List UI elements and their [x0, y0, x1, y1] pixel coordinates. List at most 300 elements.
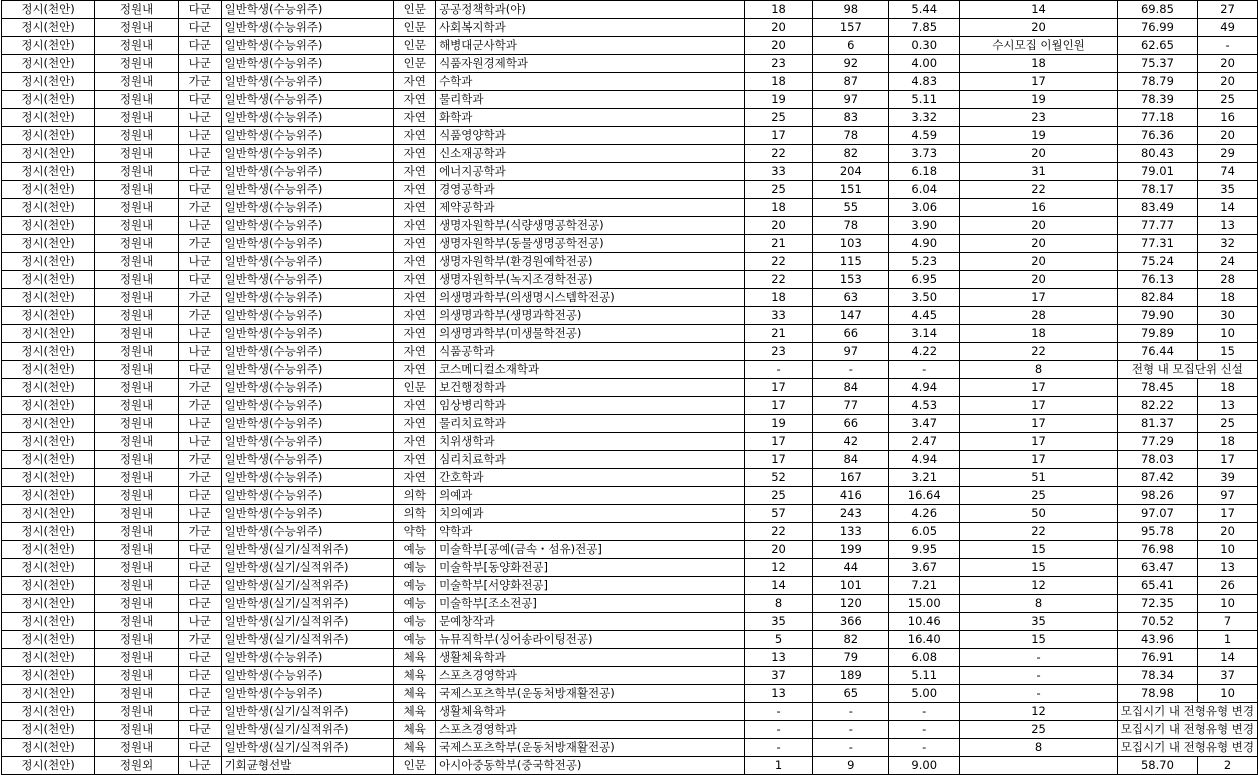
cell-recruit-period: 정시(천안)	[2, 235, 95, 253]
cell-final-quota: 25	[960, 487, 1117, 505]
cell-additional: 29	[1198, 145, 1258, 163]
cell-score: 76.99	[1117, 19, 1197, 37]
cell-group: 가군	[178, 289, 221, 307]
cell-track: 체육	[394, 685, 436, 703]
cell-recruit-period: 정시(천안)	[2, 595, 95, 613]
cell-admission-type: 기회균형선발	[221, 757, 394, 775]
cell-competition-rate: 4.59	[889, 127, 960, 145]
cell-applicants: 77	[813, 397, 889, 415]
cell-recruit-period: 정시(천안)	[2, 757, 95, 775]
cell-quota: 17	[744, 379, 813, 397]
cell-score: 79.89	[1117, 325, 1197, 343]
cell-admission-type: 일반학생(수능위주)	[221, 685, 394, 703]
table-body	[2, 1, 1258, 775]
cell-quota: 5	[744, 631, 813, 649]
cell-additional: 18	[1198, 433, 1258, 451]
cell-competition-rate: 6.18	[889, 163, 960, 181]
cell-recruit-period: 정시(천안)	[2, 649, 95, 667]
cell-competition-rate: -	[889, 739, 960, 757]
cell-competition-rate: 3.32	[889, 109, 960, 127]
cell-quota-type: 정원내	[95, 667, 179, 685]
cell-applicants: 55	[813, 199, 889, 217]
cell-competition-rate: 7.85	[889, 19, 960, 37]
cell-department: 수학과	[436, 73, 745, 91]
cell-competition-rate: 5.11	[889, 91, 960, 109]
cell-recruit-period: 정시(천안)	[2, 127, 95, 145]
cell-competition-rate: 4.26	[889, 505, 960, 523]
cell-applicants: 366	[813, 613, 889, 631]
cell-applicants: 84	[813, 451, 889, 469]
cell-quota-type: 정원내	[95, 55, 179, 73]
table-row	[2, 577, 1258, 595]
cell-department: 스포츠경영학과	[436, 667, 745, 685]
cell-department: 미술학부[동양화전공]	[436, 559, 745, 577]
cell-admission-type: 일반학생(수능위주)	[221, 271, 394, 289]
cell-quota: 25	[744, 487, 813, 505]
cell-track: 자연	[394, 325, 436, 343]
cell-final-quota: 20	[960, 217, 1117, 235]
cell-track: 자연	[394, 163, 436, 181]
cell-quota-type: 정원내	[95, 631, 179, 649]
cell-quota: 17	[744, 451, 813, 469]
cell-track: 예능	[394, 541, 436, 559]
cell-group: 다군	[178, 739, 221, 757]
cell-additional: 16	[1198, 109, 1258, 127]
cell-applicants: 115	[813, 253, 889, 271]
cell-admission-type: 일반학생(수능위주)	[221, 397, 394, 415]
cell-department: 화학과	[436, 109, 745, 127]
cell-quota: 17	[744, 127, 813, 145]
cell-applicants: 9	[813, 757, 889, 775]
cell-quota: -	[744, 703, 813, 721]
cell-competition-rate: 9.95	[889, 541, 960, 559]
cell-competition-rate: 4.00	[889, 55, 960, 73]
cell-admission-type: 일반학생(수능위주)	[221, 487, 394, 505]
table-row	[2, 415, 1258, 433]
cell-competition-rate: 4.45	[889, 307, 960, 325]
cell-quota: 22	[744, 145, 813, 163]
cell-group: 다군	[178, 667, 221, 685]
cell-track: 자연	[394, 73, 436, 91]
cell-final-quota: -	[960, 685, 1117, 703]
table-row	[2, 1, 1258, 19]
cell-final-quota: 20	[960, 253, 1117, 271]
table-row	[2, 91, 1258, 109]
cell-admission-type: 일반학생(수능위주)	[221, 379, 394, 397]
cell-recruit-period: 정시(천안)	[2, 451, 95, 469]
table-row	[2, 397, 1258, 415]
table-row	[2, 667, 1258, 685]
cell-quota: 57	[744, 505, 813, 523]
cell-group: 나군	[178, 757, 221, 775]
cell-applicants: 65	[813, 685, 889, 703]
cell-department: 심리치료학과	[436, 451, 745, 469]
cell-group: 나군	[178, 613, 221, 631]
cell-applicants: 133	[813, 523, 889, 541]
cell-score: 75.37	[1117, 55, 1197, 73]
cell-recruit-period: 정시(천안)	[2, 145, 95, 163]
cell-quota: 21	[744, 325, 813, 343]
cell-competition-rate: 4.94	[889, 451, 960, 469]
cell-admission-type: 일반학생(수능위주)	[221, 217, 394, 235]
cell-competition-rate: 10.46	[889, 613, 960, 631]
cell-final-quota: 22	[960, 523, 1117, 541]
cell-final-quota: 15	[960, 559, 1117, 577]
cell-final-quota: 25	[960, 721, 1117, 739]
cell-department: 생명자원학부(녹지조경학전공)	[436, 271, 745, 289]
cell-additional: 13	[1198, 217, 1258, 235]
cell-track: 자연	[394, 199, 436, 217]
cell-additional: 24	[1198, 253, 1258, 271]
cell-additional: 1	[1198, 631, 1258, 649]
cell-department: 생명자원학부(동물생명공학전공)	[436, 235, 745, 253]
cell-applicants: 416	[813, 487, 889, 505]
cell-additional: 49	[1198, 19, 1258, 37]
cell-score: 모집시기 내 전형유형 변경	[1117, 739, 1257, 757]
cell-additional: 18	[1198, 289, 1258, 307]
cell-quota: 21	[744, 235, 813, 253]
cell-track: 약학	[394, 523, 436, 541]
cell-quota: 25	[744, 109, 813, 127]
cell-department: 미술학부[공예(금속・섬유)전공]	[436, 541, 745, 559]
admission-results-table	[1, 0, 1258, 775]
table-row	[2, 325, 1258, 343]
cell-group: 가군	[178, 73, 221, 91]
table-row	[2, 703, 1258, 721]
cell-admission-type: 일반학생(수능위주)	[221, 253, 394, 271]
cell-score: 78.17	[1117, 181, 1197, 199]
cell-department: 의생명과학부(생명과학전공)	[436, 307, 745, 325]
cell-department: 임상병리학과	[436, 397, 745, 415]
cell-applicants: 167	[813, 469, 889, 487]
cell-additional: 32	[1198, 235, 1258, 253]
cell-score: 76.98	[1117, 541, 1197, 559]
cell-additional: 20	[1198, 55, 1258, 73]
cell-department: 경영공학과	[436, 181, 745, 199]
cell-group: 나군	[178, 55, 221, 73]
cell-quota: 35	[744, 613, 813, 631]
cell-additional: 27	[1198, 1, 1258, 19]
cell-quota: 20	[744, 19, 813, 37]
cell-additional: 30	[1198, 307, 1258, 325]
cell-track: 자연	[394, 307, 436, 325]
cell-applicants: 84	[813, 379, 889, 397]
cell-score: 78.39	[1117, 91, 1197, 109]
cell-additional: 15	[1198, 343, 1258, 361]
cell-quota: 18	[744, 1, 813, 19]
cell-score: 62.65	[1117, 37, 1197, 55]
cell-applicants: 189	[813, 667, 889, 685]
cell-final-quota: 31	[960, 163, 1117, 181]
cell-track: 자연	[394, 289, 436, 307]
cell-group: 다군	[178, 541, 221, 559]
cell-track: 자연	[394, 127, 436, 145]
cell-final-quota: 20	[960, 235, 1117, 253]
cell-competition-rate: 6.05	[889, 523, 960, 541]
cell-quota-type: 정원내	[95, 469, 179, 487]
table-row	[2, 307, 1258, 325]
cell-final-quota: 17	[960, 379, 1117, 397]
cell-recruit-period: 정시(천안)	[2, 181, 95, 199]
cell-applicants: 199	[813, 541, 889, 559]
cell-additional: 13	[1198, 559, 1258, 577]
cell-quota-type: 정원내	[95, 37, 179, 55]
cell-recruit-period: 정시(천안)	[2, 73, 95, 91]
cell-additional: 28	[1198, 271, 1258, 289]
cell-score: 79.01	[1117, 163, 1197, 181]
cell-quota-type: 정원내	[95, 145, 179, 163]
cell-competition-rate: 6.95	[889, 271, 960, 289]
cell-quota: -	[744, 721, 813, 739]
table-row	[2, 649, 1258, 667]
cell-competition-rate: 3.90	[889, 217, 960, 235]
cell-group: 가군	[178, 469, 221, 487]
cell-track: 자연	[394, 271, 436, 289]
cell-admission-type: 일반학생(수능위주)	[221, 505, 394, 523]
cell-quota-type: 정원내	[95, 433, 179, 451]
cell-additional: 20	[1198, 73, 1258, 91]
cell-competition-rate: -	[889, 703, 960, 721]
cell-final-quota: 수시모집 이월인원	[960, 37, 1117, 55]
cell-score: 79.90	[1117, 307, 1197, 325]
cell-final-quota: 19	[960, 91, 1117, 109]
cell-applicants: 83	[813, 109, 889, 127]
cell-group: 나군	[178, 253, 221, 271]
cell-applicants: 157	[813, 19, 889, 37]
cell-quota-type: 정원내	[95, 253, 179, 271]
cell-department: 뉴뮤직학부(싱어송라이팅전공)	[436, 631, 745, 649]
cell-quota-type: 정원내	[95, 685, 179, 703]
cell-score: 97.07	[1117, 505, 1197, 523]
cell-score: 69.85	[1117, 1, 1197, 19]
cell-admission-type: 일반학생(수능위주)	[221, 91, 394, 109]
cell-score: 76.44	[1117, 343, 1197, 361]
cell-recruit-period: 정시(천안)	[2, 577, 95, 595]
cell-score: 87.42	[1117, 469, 1197, 487]
cell-applicants: 98	[813, 1, 889, 19]
cell-quota-type: 정원내	[95, 505, 179, 523]
cell-department: 보건행정학과	[436, 379, 745, 397]
cell-recruit-period: 정시(천안)	[2, 109, 95, 127]
cell-applicants: 92	[813, 55, 889, 73]
cell-quota-type: 정원내	[95, 19, 179, 37]
cell-admission-type: 일반학생(수능위주)	[221, 127, 394, 145]
cell-admission-type: 일반학생(수능위주)	[221, 1, 394, 19]
cell-applicants: 82	[813, 145, 889, 163]
cell-recruit-period: 정시(천안)	[2, 1, 95, 19]
cell-group: 가군	[178, 235, 221, 253]
cell-additional: 37	[1198, 667, 1258, 685]
cell-department: 의생명과학부(미생물학전공)	[436, 325, 745, 343]
cell-quota-type: 정원외	[95, 757, 179, 775]
cell-recruit-period: 정시(천안)	[2, 217, 95, 235]
cell-competition-rate: 4.90	[889, 235, 960, 253]
cell-competition-rate: 3.47	[889, 415, 960, 433]
cell-track: 자연	[394, 253, 436, 271]
cell-score: 82.84	[1117, 289, 1197, 307]
table-row	[2, 289, 1258, 307]
cell-admission-type: 일반학생(수능위주)	[221, 199, 394, 217]
cell-competition-rate: -	[889, 721, 960, 739]
cell-track: 인문	[394, 19, 436, 37]
cell-quota: 12	[744, 559, 813, 577]
cell-recruit-period: 정시(천안)	[2, 631, 95, 649]
cell-applicants: 87	[813, 73, 889, 91]
cell-quota: 20	[744, 541, 813, 559]
cell-additional: 17	[1198, 505, 1258, 523]
cell-track: 자연	[394, 91, 436, 109]
cell-group: 다군	[178, 577, 221, 595]
cell-admission-type: 일반학생(수능위주)	[221, 163, 394, 181]
table-row	[2, 433, 1258, 451]
cell-quota: 14	[744, 577, 813, 595]
cell-quota: 18	[744, 289, 813, 307]
cell-quota-type: 정원내	[95, 325, 179, 343]
cell-additional: 18	[1198, 379, 1258, 397]
cell-track: 자연	[394, 235, 436, 253]
cell-admission-type: 일반학생(실기/실적위주)	[221, 631, 394, 649]
table-row	[2, 451, 1258, 469]
cell-score: 95.78	[1117, 523, 1197, 541]
cell-quota-type: 정원내	[95, 73, 179, 91]
cell-quota-type: 정원내	[95, 613, 179, 631]
cell-final-quota: 50	[960, 505, 1117, 523]
cell-applicants: -	[813, 739, 889, 757]
cell-quota-type: 정원내	[95, 361, 179, 379]
cell-track: 자연	[394, 109, 436, 127]
cell-applicants: 44	[813, 559, 889, 577]
cell-quota-type: 정원내	[95, 217, 179, 235]
cell-recruit-period: 정시(천안)	[2, 253, 95, 271]
cell-additional: 35	[1198, 181, 1258, 199]
cell-score: 65.41	[1117, 577, 1197, 595]
cell-quota: 19	[744, 415, 813, 433]
cell-final-quota: 17	[960, 433, 1117, 451]
cell-group: 가군	[178, 451, 221, 469]
cell-track: 인문	[394, 757, 436, 775]
cell-department: 사회복지학과	[436, 19, 745, 37]
cell-competition-rate: 3.14	[889, 325, 960, 343]
cell-score: 70.52	[1117, 613, 1197, 631]
table-row	[2, 55, 1258, 73]
cell-group: 다군	[178, 1, 221, 19]
table-row	[2, 235, 1258, 253]
cell-track: 자연	[394, 217, 436, 235]
cell-group: 다군	[178, 721, 221, 739]
cell-score: 82.22	[1117, 397, 1197, 415]
cell-competition-rate: 3.21	[889, 469, 960, 487]
cell-score: 75.24	[1117, 253, 1197, 271]
cell-additional: 26	[1198, 577, 1258, 595]
cell-final-quota: 17	[960, 451, 1117, 469]
cell-admission-type: 일반학생(수능위주)	[221, 73, 394, 91]
cell-quota-type: 정원내	[95, 595, 179, 613]
cell-final-quota: 8	[960, 595, 1117, 613]
table-row	[2, 199, 1258, 217]
cell-quota-type: 정원내	[95, 127, 179, 145]
cell-quota: -	[744, 739, 813, 757]
table-row	[2, 505, 1258, 523]
cell-track: 자연	[394, 343, 436, 361]
cell-score: 77.77	[1117, 217, 1197, 235]
table-row	[2, 109, 1258, 127]
cell-additional: 10	[1198, 541, 1258, 559]
cell-applicants: 153	[813, 271, 889, 289]
cell-admission-type: 일반학생(수능위주)	[221, 109, 394, 127]
cell-group: 나군	[178, 433, 221, 451]
cell-department: 국제스포츠학부(운동처방재활전공)	[436, 685, 745, 703]
cell-department: 에너지공학과	[436, 163, 745, 181]
cell-group: 나군	[178, 109, 221, 127]
cell-quota-type: 정원내	[95, 343, 179, 361]
cell-group: 나군	[178, 505, 221, 523]
cell-track: 인문	[394, 1, 436, 19]
cell-score: 76.36	[1117, 127, 1197, 145]
cell-recruit-period: 정시(천안)	[2, 523, 95, 541]
cell-final-quota	[960, 757, 1117, 775]
cell-group: 나군	[178, 127, 221, 145]
cell-applicants: -	[813, 703, 889, 721]
cell-quota: 37	[744, 667, 813, 685]
table-row	[2, 757, 1258, 775]
cell-quota-type: 정원내	[95, 379, 179, 397]
cell-additional: 7	[1198, 613, 1258, 631]
cell-department: 문예창작과	[436, 613, 745, 631]
cell-quota-type: 정원내	[95, 649, 179, 667]
cell-final-quota: 20	[960, 145, 1117, 163]
cell-track: 예능	[394, 577, 436, 595]
cell-quota-type: 정원내	[95, 271, 179, 289]
cell-final-quota: -	[960, 667, 1117, 685]
cell-track: 체육	[394, 649, 436, 667]
cell-department: 치의예과	[436, 505, 745, 523]
cell-admission-type: 일반학생(수능위주)	[221, 181, 394, 199]
cell-additional: 13	[1198, 397, 1258, 415]
cell-quota-type: 정원내	[95, 523, 179, 541]
cell-additional: 14	[1198, 199, 1258, 217]
cell-track: 예능	[394, 595, 436, 613]
cell-score: 81.37	[1117, 415, 1197, 433]
cell-admission-type: 일반학생(수능위주)	[221, 343, 394, 361]
cell-final-quota: 18	[960, 55, 1117, 73]
cell-track: 자연	[394, 361, 436, 379]
table-row	[2, 613, 1258, 631]
cell-admission-type: 일반학생(수능위주)	[221, 433, 394, 451]
cell-department: 스포츠경영학과	[436, 721, 745, 739]
cell-quota-type: 정원내	[95, 487, 179, 505]
cell-final-quota: 12	[960, 577, 1117, 595]
table-row	[2, 37, 1258, 55]
cell-applicants: 6	[813, 37, 889, 55]
cell-group: 다군	[178, 19, 221, 37]
cell-competition-rate: 4.94	[889, 379, 960, 397]
cell-recruit-period: 정시(천안)	[2, 469, 95, 487]
cell-quota-type: 정원내	[95, 721, 179, 739]
table-row	[2, 631, 1258, 649]
cell-competition-rate: 5.44	[889, 1, 960, 19]
cell-applicants: 97	[813, 91, 889, 109]
cell-admission-type: 일반학생(실기/실적위주)	[221, 577, 394, 595]
cell-score: 63.47	[1117, 559, 1197, 577]
cell-quota: 22	[744, 523, 813, 541]
cell-admission-type: 일반학생(수능위주)	[221, 145, 394, 163]
cell-applicants: 63	[813, 289, 889, 307]
cell-admission-type: 일반학생(수능위주)	[221, 469, 394, 487]
cell-final-quota: 14	[960, 1, 1117, 19]
cell-final-quota: 22	[960, 343, 1117, 361]
cell-competition-rate: 5.11	[889, 667, 960, 685]
cell-admission-type: 일반학생(실기/실적위주)	[221, 721, 394, 739]
